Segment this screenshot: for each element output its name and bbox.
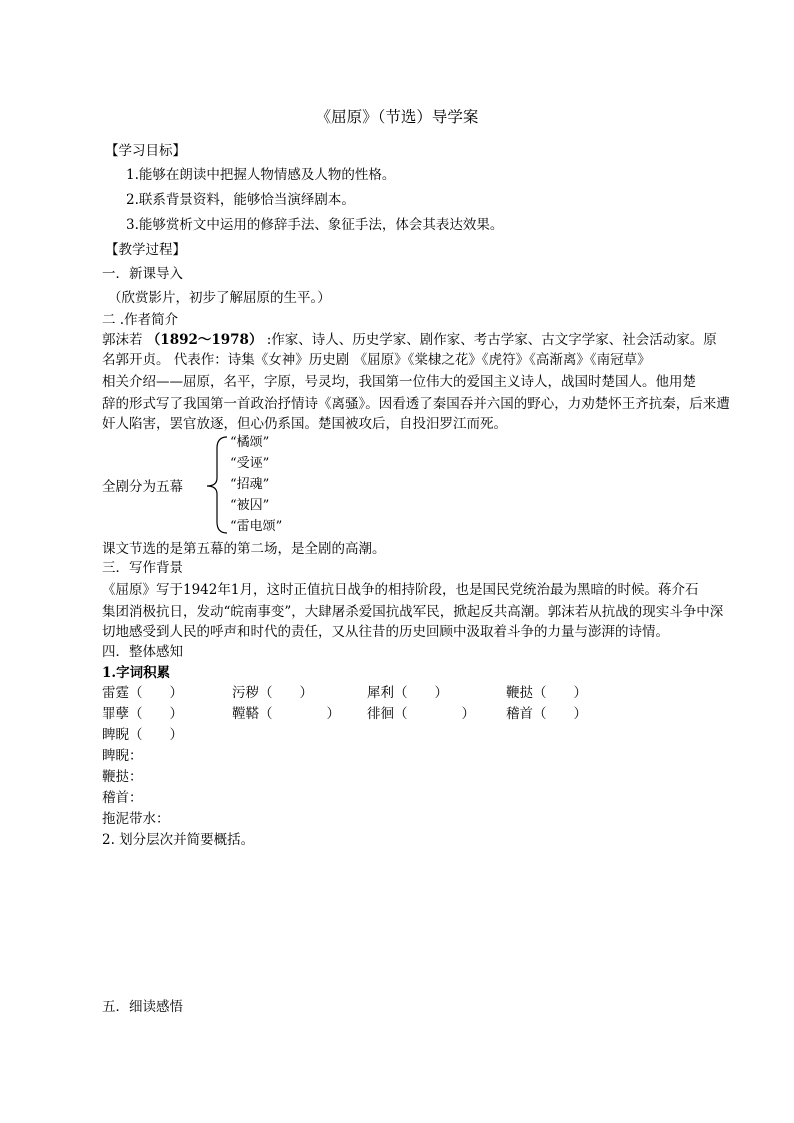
background-line-1: 《屈原》写于1942年1月，这时正值抗日战争的相持阶段，也是国民党统治最为黑暗的时候。蒋介石 (102, 582, 699, 598)
section-1-heading: 一．新课导入 (102, 266, 183, 282)
vocab-subheading: 1.字词积累 (102, 665, 171, 681)
brace-icon (203, 434, 231, 536)
vocab-item: 鞭挞（ ） (506, 685, 587, 701)
act-4: “被囚” (230, 498, 270, 513)
related-line-2: 辞的形式写了我国第一首政治抒情诗《离骚》。因看透了秦国吞并六国的野心，力劝楚怀王齐抗秦，后来遭 (102, 396, 730, 412)
related-line-3: 奸人陷害，罢官放逐，但心仍系国。楚国被攻后，自投汨罗江而死。 (102, 416, 507, 432)
structure-subheading: 2. 划分层次并简要概括。 (102, 832, 255, 848)
author-name: 郭沫若 (102, 332, 143, 348)
explain-item: 拖泥带水： (102, 811, 170, 827)
act-3: “招魂” (230, 477, 270, 492)
author-line-2: 名郭开贞。 代表作：诗集《女神》历史剧 《屈原》《棠棣之花》《虎符》《高渐离》《南冠草》 (102, 352, 651, 368)
act-1: “橘颂” (230, 435, 270, 450)
objectives-heading: 【学习目标】 (105, 143, 186, 159)
author-years: （1892～1978） (146, 332, 263, 348)
excerpt-note: 课文节选的是第五幕的第二场，是全剧的高潮。 (102, 541, 386, 557)
vocab-item: 鞺鞳（ ） (232, 706, 340, 722)
objective-2: 2.联系背景资料，能够恰当演绎剧本。 (126, 192, 355, 208)
objective-1: 1.能够在朗读中把握人物情感及人物的性格。 (126, 167, 396, 183)
acts-label: 全剧分为五幕 (102, 479, 183, 495)
process-heading: 【教学过程】 (105, 242, 186, 258)
act-2: “受诬” (230, 456, 270, 471)
vocab-item: 雷霆（ ） (102, 685, 183, 701)
author-line-1 (102, 331, 717, 350)
vocab-item: 徘徊（ ） (367, 706, 475, 722)
page-title: 《屈原》（节选）导学案 (315, 108, 479, 126)
vocab-item: 睥睨（ ） (102, 727, 183, 743)
objective-3: 3.能够赏析文中运用的修辞手法、象征手法，体会其表达效果。 (126, 217, 504, 233)
related-line-1: 相关介绍——屈原，名平，字原，号灵均，我国第一位伟大的爱国主义诗人，战国时楚国人。他用楚 (102, 374, 696, 390)
section-5-heading: 五．细读感悟 (102, 999, 183, 1015)
act-5: “雷电颂” (230, 519, 283, 534)
vocab-item: 污秽（ ） (232, 685, 313, 701)
section-4-heading: 四．整体感知 (102, 644, 183, 660)
explain-item: 稽首： (102, 790, 143, 806)
vocab-item: 罪孽（ ） (102, 706, 183, 722)
section-2-heading: 二 .作者简介 (102, 312, 179, 328)
explain-item: 鞭挞： (102, 769, 143, 785)
section-1-text: （欣赏影片，初步了解屈原的生平。） (108, 290, 331, 306)
author-description: :作家、诗人、历史学家、剧作家、考古学家、古文字学家、社会活动家。原 (266, 332, 717, 348)
vocab-item: 犀利（ ） (367, 685, 448, 701)
vocab-item: 稽首（ ） (506, 706, 587, 722)
explain-item: 睥睨： (102, 748, 143, 764)
background-line-3: 切地感受到人民的呼声和时代的责任，又从往昔的历史回顾中汲取着斗争的力量与澎湃的诗情。 (102, 624, 669, 640)
background-line-2: 集团消极抗日，发动“皖南事变”，大肆屠杀爱国抗战军民，掀起反共高潮。郭沫若从抗战的现实斗争中深 (102, 604, 724, 620)
section-3-heading: 三．写作背景 (102, 560, 183, 576)
